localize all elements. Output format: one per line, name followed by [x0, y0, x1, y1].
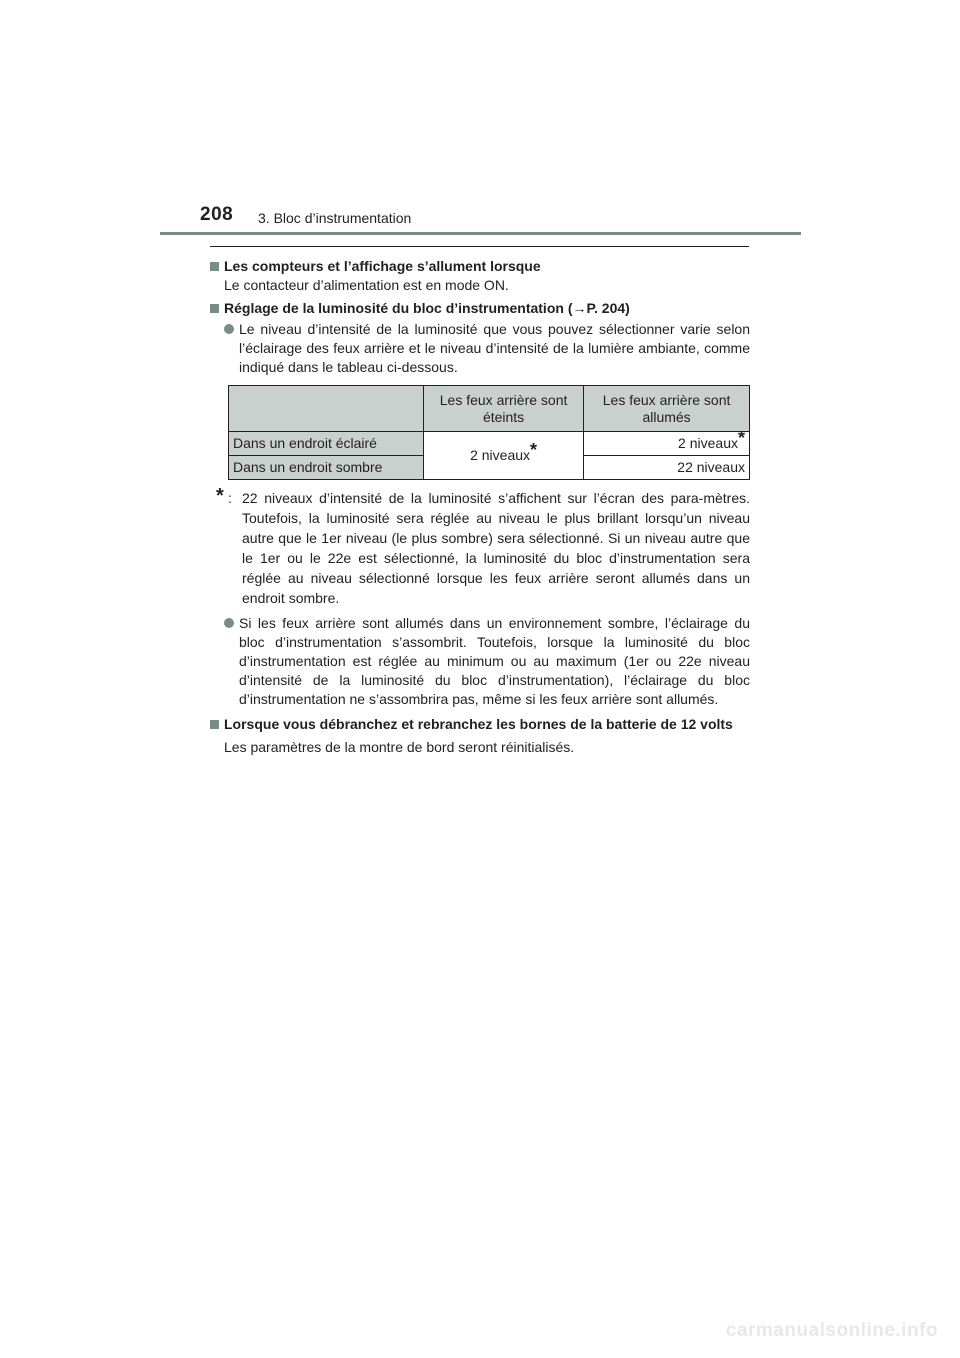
- table-col-header-off: Les feux arrière sont éteints: [424, 386, 584, 432]
- table-header-row: [229, 386, 750, 432]
- square-bullet-icon: [210, 720, 219, 729]
- bullet-item: [210, 614, 750, 709]
- table-row-header-bright: Dans un endroit éclairé: [229, 432, 424, 456]
- section-body: Les paramètres de la montre de bord seront réinitialisés.: [224, 739, 575, 755]
- table-row-header-dark: Dans un endroit sombre: [229, 456, 424, 480]
- content-rule: [210, 246, 749, 247]
- table-row: [229, 432, 750, 456]
- bullet-text: Le niveau d’intensité de la luminosité que vous pouvez sélectionner varie selon l’éclairage des feux arrière et le niveau d’intensité de la lumière ambiante, comme indiqué dans le tableau ci-dessous.: [239, 321, 750, 375]
- square-bullet-icon: [210, 304, 219, 313]
- round-bullet-icon: [224, 324, 234, 334]
- chapter-title: 3. Bloc d’instrumentation: [258, 210, 412, 226]
- watermark: carmanualsonline.info: [725, 1320, 938, 1341]
- section-heading-display: [210, 257, 750, 276]
- bullet-text: Si les feux arrière sont allumés dans un environnement sombre, l’éclairage du bloc d’instrumentation s’assombrit. Toutefois, lorsque la luminosité du bloc d’instrumentation est réglée au minimum ou au maximum (1er ou 22e niveau d’intensité de la luminosité du bloc d’instrumentation), l’éclairage du bloc d’instrumentation ne s’assombrira pas, même si les feux arrière sont allumés.: [239, 615, 750, 707]
- header-rule: [160, 232, 801, 235]
- page-number: 208: [200, 204, 234, 225]
- round-bullet-icon: [224, 618, 234, 628]
- footnote-mark: *: [216, 485, 224, 507]
- brightness-table: [228, 385, 750, 480]
- section-heading-brightness: [210, 299, 750, 318]
- table-col-header-on: Les feux arrière sont allumés: [584, 386, 750, 432]
- page-content: [210, 255, 750, 761]
- cell-value: 2 niveaux: [470, 447, 531, 463]
- table-cell-bright-on: [584, 428, 750, 456]
- table-corner-cell: [229, 386, 424, 432]
- section-title: Réglage de la luminosité du bloc d’instrumentation (→P. 204): [224, 300, 630, 316]
- footnote-star: *: [530, 440, 538, 460]
- section-body: Le contacteur d’alimentation est en mode ON.: [224, 277, 509, 293]
- footnote-star: *: [737, 428, 745, 448]
- cell-value: 2 niveaux: [678, 435, 738, 451]
- footnote: [216, 485, 750, 608]
- bullet-item: [210, 320, 750, 377]
- footnote-text: 22 niveaux d’intensité de la luminosité s’affichent sur l’écran des para-mètres. Toutefois, la luminosité sera réglée au niveau le plus brillant lorsqu’un niveau autre que le 1er niveau (le plus sombre) sera sélectionné. Si un niveau autre que le 1er ou le 22e est sélectionné, la luminosité du bloc d’instrumentation sera réglée au niveau sélectionné lorsque les feux arrière seront allumés dans un endroit sombre.: [242, 490, 750, 606]
- section-heading-battery: [210, 715, 750, 734]
- section-title: Lorsque vous débranchez et rebranchez les bornes de la batterie de 12 volts: [224, 716, 733, 732]
- table-cell-dark-on: 22 niveaux: [584, 456, 750, 480]
- section-title: Les compteurs et l’affichage s’allument lorsque: [224, 258, 541, 274]
- footnote-colon: :: [228, 490, 232, 506]
- table-cell-merged: [424, 432, 584, 480]
- square-bullet-icon: [210, 262, 219, 271]
